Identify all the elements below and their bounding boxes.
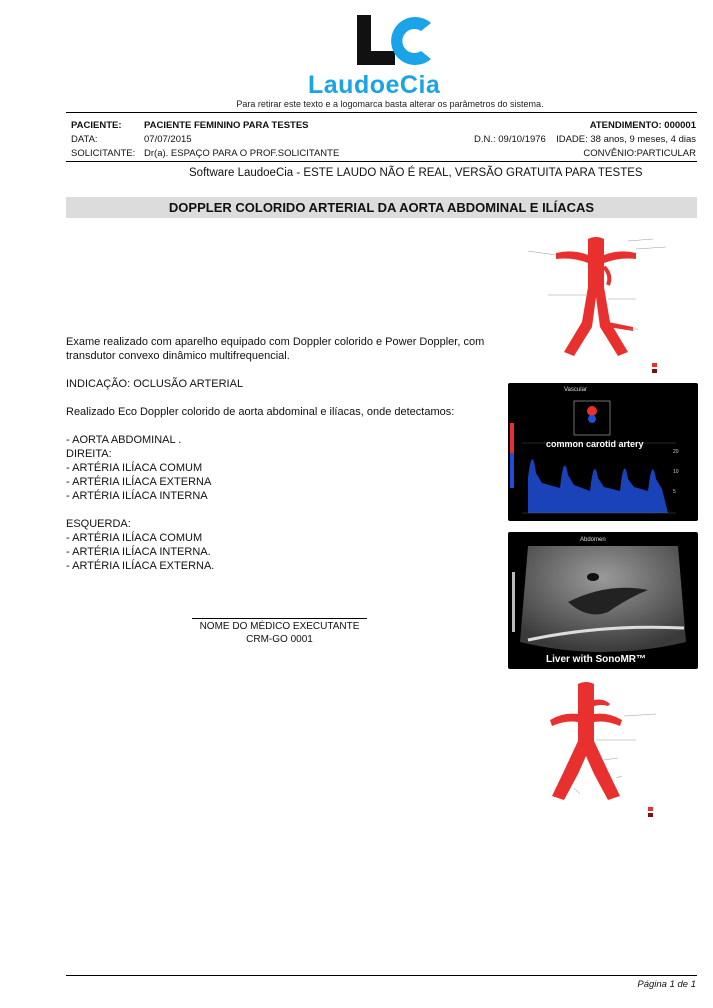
direita-item: - ARTÉRIA ILÍACA COMUM [66, 462, 203, 474]
dn: D.N.: 09/10/1976 [474, 134, 546, 145]
watermark-note: Software LaudoeCia - ESTE LAUDO NÃO É REAL, VERSÃO GRATUITA PARA TESTES [189, 167, 643, 179]
liver-caption: Liver with SonoMR™ [546, 654, 646, 665]
header-divider [66, 112, 697, 113]
info-divider [66, 161, 697, 162]
brand-note: Para retirar este texto e a logomarca basta alterar os parâmetros do sistema. [236, 99, 544, 109]
paciente-value: PACIENTE FEMININO PARA TESTES [144, 120, 309, 131]
atendimento: ATENDIMENTO: 000001 [589, 120, 696, 131]
svg-text:10: 10 [673, 469, 679, 475]
direita-item: - ARTÉRIA ILÍACA INTERNA [66, 490, 208, 502]
brand-name: LaudoeCia [308, 71, 441, 99]
realizado: Realizado Eco Doppler colorido de aorta abdominal e ilíacas, onde detectamos: [66, 406, 455, 418]
report-body [66, 335, 486, 573]
liver-ultrasound-image [508, 532, 698, 669]
esquerda-item: - ARTÉRIA ILÍACA EXTERNA. [66, 560, 215, 572]
report-title: DOPPLER COLORIDO ARTERIAL DA AORTA ABDOMINAL E ILÍACAS [168, 200, 595, 215]
report-title-banner [66, 197, 697, 218]
direita-label: DIREITA: [66, 448, 112, 460]
intro-line-2: transdutor convexo dinâmico multifrequencial. [66, 350, 290, 362]
doctor-name: NOME DO MÉDICO EXECUTANTE [199, 621, 360, 632]
svg-text:20: 20 [673, 449, 679, 455]
solicitante-value: Dr(a). ESPAÇO PARA O PROF.SOLICITANTE [144, 148, 340, 159]
esquerda-item: - ARTÉRIA ILÍACA INTERNA. [66, 546, 211, 558]
svg-text:5: 5 [673, 489, 676, 495]
solicitante-label: SOLICITANTE: [71, 148, 136, 159]
convenio: CONVÊNIO:PARTICULAR [583, 148, 696, 159]
esquerda-item: - ARTÉRIA ILÍACA COMUM [66, 532, 203, 544]
doppler-spectrum-image [508, 383, 698, 521]
aorta-item: - AORTA ABDOMINAL . [66, 434, 182, 446]
paciente-label: PACIENTE: [71, 120, 122, 131]
intro-line-1: Exame realizado com aparelho equipado com Doppler colorido e Power Doppler, com [66, 336, 485, 348]
data-value: 07/07/2015 [144, 134, 192, 145]
indicacao: INDICAÇÃO: OCLUSÃO ARTERIAL [66, 378, 244, 390]
data-label: DATA: [71, 134, 98, 145]
brand-logo [355, 15, 435, 67]
direita-item: - ARTÉRIA ILÍACA EXTERNA [66, 476, 212, 488]
idade: IDADE: 38 anos, 9 meses, 4 dias [556, 134, 696, 145]
footer-divider [66, 975, 697, 976]
esquerda-label: ESQUERDA: [66, 518, 131, 530]
liver-label: Abdomen [580, 537, 606, 543]
doppler-caption: common carotid artery [546, 439, 644, 449]
doctor-crm: CRM-GO 0001 [246, 634, 313, 645]
aorta-illustration [508, 227, 698, 375]
doppler-label: Vascular [564, 387, 587, 393]
page-number: Página 1 de 1 [637, 979, 696, 990]
signature-line [192, 618, 367, 619]
iliac-illustration [508, 676, 698, 819]
